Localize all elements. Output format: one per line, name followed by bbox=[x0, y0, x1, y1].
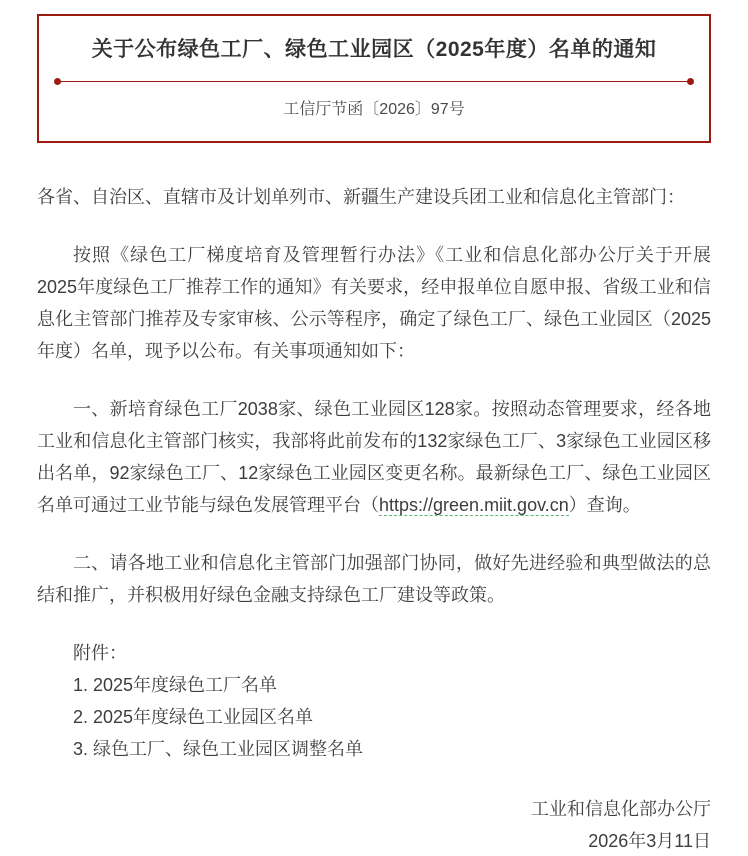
header-divider bbox=[55, 81, 693, 82]
attachment-item-3: 3. 绿色工厂、绿色工业园区调整名单 bbox=[73, 739, 364, 759]
paragraph-item-two: 二、请各地工业和信息化主管部门加强部门协同，做好先进经验和典型做法的总结和推广，并积极用好绿色金融支持绿色工厂建设等政策。 bbox=[37, 553, 711, 605]
item-one-text-before: 一、新培育绿色工厂2038家、绿色工业园区128家。按照动态管理要求，经各地工业和信息化主管部门核实，我部将此前发布的132家绿色工厂、3家绿色工业园区移出名单，92家绿色工厂、12家绿色工业园区变更名称。最新绿色工厂、绿色工业园区名单可通过工业节能与绿色发展管理平台（ bbox=[37, 399, 711, 515]
salutation: 各省、自治区、直辖市及计划单列市、新疆生产建设兵团工业和信息化主管部门： bbox=[37, 187, 685, 207]
paragraph-intro: 按照《绿色工厂梯度培育及管理暂行办法》《工业和信息化部办公厅关于开展2025年度绿色工厂推荐工作的通知》有关要求，经申报单位自愿申报、省级工业和信息化主管部门推荐及专家审核、公示等程序，确定了绿色工厂、绿色工业园区（2025年度）名单，现予以公布。有关事项通知如下： bbox=[37, 245, 711, 361]
paragraph-item-one bbox=[37, 393, 711, 521]
notice-title: 关于公布绿色工厂、绿色工业园区（2025年度）名单的通知 bbox=[91, 38, 657, 61]
attachments-label: 附件： bbox=[73, 643, 127, 663]
notice-body bbox=[37, 181, 711, 856]
attachments-block bbox=[37, 637, 711, 765]
signature-block bbox=[37, 793, 711, 856]
signature-org: 工业和信息化部办公厅 bbox=[531, 799, 711, 819]
notice-header-box bbox=[37, 14, 711, 143]
signature-date: 2026年3月11日 bbox=[588, 831, 711, 851]
doc-number: 工信厅节函〔2026〕97号 bbox=[283, 101, 465, 118]
platform-link[interactable]: https://green.miit.gov.cn bbox=[379, 495, 569, 515]
notice-page bbox=[0, 14, 748, 856]
attachment-item-2: 2. 2025年度绿色工业园区名单 bbox=[73, 707, 314, 727]
attachment-item-1: 1. 2025年度绿色工厂名单 bbox=[73, 675, 278, 695]
item-one-text-after: ）查询。 bbox=[568, 495, 641, 515]
